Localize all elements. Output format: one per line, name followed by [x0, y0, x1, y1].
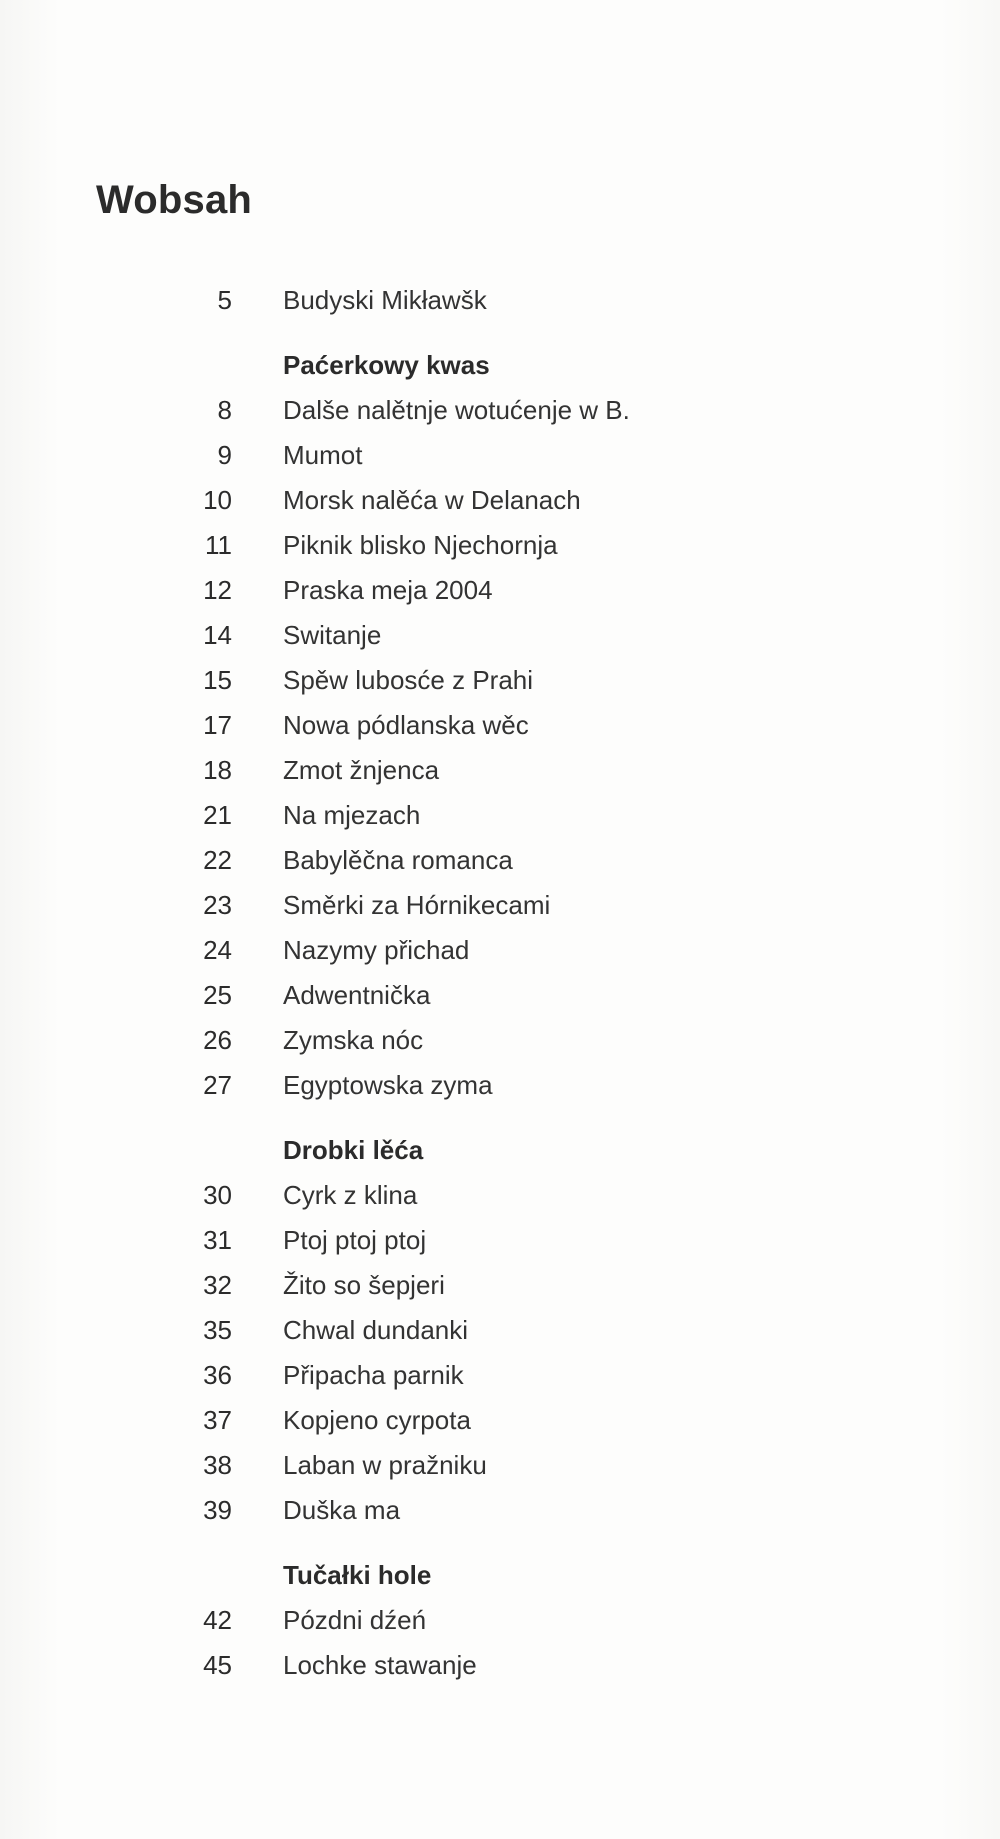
- toc-entry: [160, 613, 860, 658]
- entry-title: Připacha parnik: [283, 1360, 464, 1390]
- toc-entry: [160, 793, 860, 838]
- entry-title: Praska meja 2004: [283, 575, 493, 605]
- page-number: 14: [203, 620, 232, 650]
- toc-entry: [160, 838, 860, 883]
- section-heading: Drobki lěća: [283, 1135, 424, 1165]
- page-title: Wobsah: [96, 178, 253, 222]
- entry-title: Budyski Mikławšk: [283, 285, 487, 315]
- toc-entry: [160, 703, 860, 748]
- page-number: 38: [203, 1450, 232, 1480]
- entry-title: Cyrk z klina: [283, 1180, 418, 1210]
- toc-section: [160, 1128, 860, 1533]
- entry-title: Adwentnička: [283, 980, 431, 1010]
- table-of-contents: [160, 278, 860, 1708]
- page-number: 21: [203, 800, 232, 830]
- toc-entry: [160, 973, 860, 1018]
- toc-entry: [160, 478, 860, 523]
- entry-title: Ptoj ptoj ptoj: [283, 1225, 427, 1255]
- toc-entry: [160, 523, 860, 568]
- toc-entry: [160, 1353, 860, 1398]
- entry-title: Egyptowska zyma: [283, 1070, 493, 1100]
- entry-title: Babylěčna romanca: [283, 845, 513, 875]
- toc-entry: [160, 568, 860, 613]
- page-number: 9: [217, 440, 232, 470]
- page-number: 37: [203, 1405, 232, 1435]
- page-number: 26: [203, 1025, 232, 1055]
- toc-entry: [160, 748, 860, 793]
- entry-title: Na mjezach: [283, 800, 421, 830]
- toc-entry: [160, 1173, 860, 1218]
- toc-entry: [160, 1598, 860, 1643]
- entry-title: Zymska nóc: [283, 1025, 424, 1055]
- toc-entry: [160, 928, 860, 973]
- page-number: 36: [203, 1360, 232, 1390]
- section-heading: Paćerkowy kwas: [283, 350, 490, 380]
- entry-title: Laban w pražniku: [283, 1450, 487, 1480]
- page-number: 11: [205, 530, 232, 560]
- entry-title: Piknik blisko Njechornja: [283, 530, 558, 560]
- toc-entry: [160, 1018, 860, 1063]
- toc-entry: [160, 1308, 860, 1353]
- page-number: 31: [203, 1225, 232, 1255]
- entry-title: Dalše nalětnje wotućenje w B.: [283, 395, 630, 425]
- entry-title: Switanje: [283, 620, 382, 650]
- entry-title: Žito so šepjeri: [283, 1270, 445, 1300]
- entry-title: Kopjeno cyrpota: [283, 1405, 471, 1435]
- page-number: 32: [203, 1270, 232, 1300]
- toc-entry: [160, 1063, 860, 1108]
- toc-section: [160, 278, 860, 323]
- entry-title: Zmot žnjenca: [283, 755, 440, 785]
- toc-entry: [160, 388, 860, 433]
- toc-entry: [160, 1643, 860, 1688]
- page-number: 24: [203, 935, 232, 965]
- page-number: 15: [203, 665, 232, 695]
- page-number: 23: [203, 890, 232, 920]
- entry-title: Morsk nalěća w Delanach: [283, 485, 581, 515]
- toc-entry: [160, 658, 860, 703]
- page-number: 18: [203, 755, 232, 785]
- page-number: 27: [203, 1070, 232, 1100]
- page-number: 10: [203, 485, 232, 515]
- page-number: 45: [203, 1650, 232, 1680]
- toc-section: [160, 1553, 860, 1688]
- toc-entry: [160, 1443, 860, 1488]
- entry-title: Nazymy přichad: [283, 935, 470, 965]
- entry-title: Směrki za Hórnikecami: [283, 890, 551, 920]
- toc-entry: [160, 278, 860, 323]
- toc-entry: [160, 883, 860, 928]
- page-number: 30: [203, 1180, 232, 1210]
- section-heading: Tučałki hole: [283, 1560, 432, 1590]
- entry-title: Duška ma: [283, 1495, 401, 1525]
- entry-title: Pózdni dźeń: [283, 1605, 427, 1635]
- toc-entry: [160, 1398, 860, 1443]
- toc-entry: [160, 433, 860, 478]
- page-number: 12: [203, 575, 232, 605]
- page-number: 5: [217, 285, 232, 315]
- page-number: 22: [203, 845, 232, 875]
- page-number: 42: [203, 1605, 232, 1635]
- page-number: 17: [203, 710, 232, 740]
- entry-title: Mumot: [283, 440, 363, 470]
- page-number: 35: [203, 1315, 232, 1345]
- page-number: 39: [203, 1495, 232, 1525]
- toc-section: [160, 343, 860, 1108]
- entry-title: Chwal dundanki: [283, 1315, 469, 1345]
- page-number: 25: [203, 980, 232, 1010]
- entry-title: Spěw lubosće z Prahi: [283, 665, 534, 695]
- page-number: 8: [217, 395, 232, 425]
- toc-entry: [160, 1263, 860, 1308]
- toc-entry: [160, 1488, 860, 1533]
- toc-entry: [160, 1218, 860, 1263]
- entry-title: Lochke stawanje: [283, 1650, 477, 1680]
- entry-title: Nowa pódlanska wěc: [283, 710, 529, 740]
